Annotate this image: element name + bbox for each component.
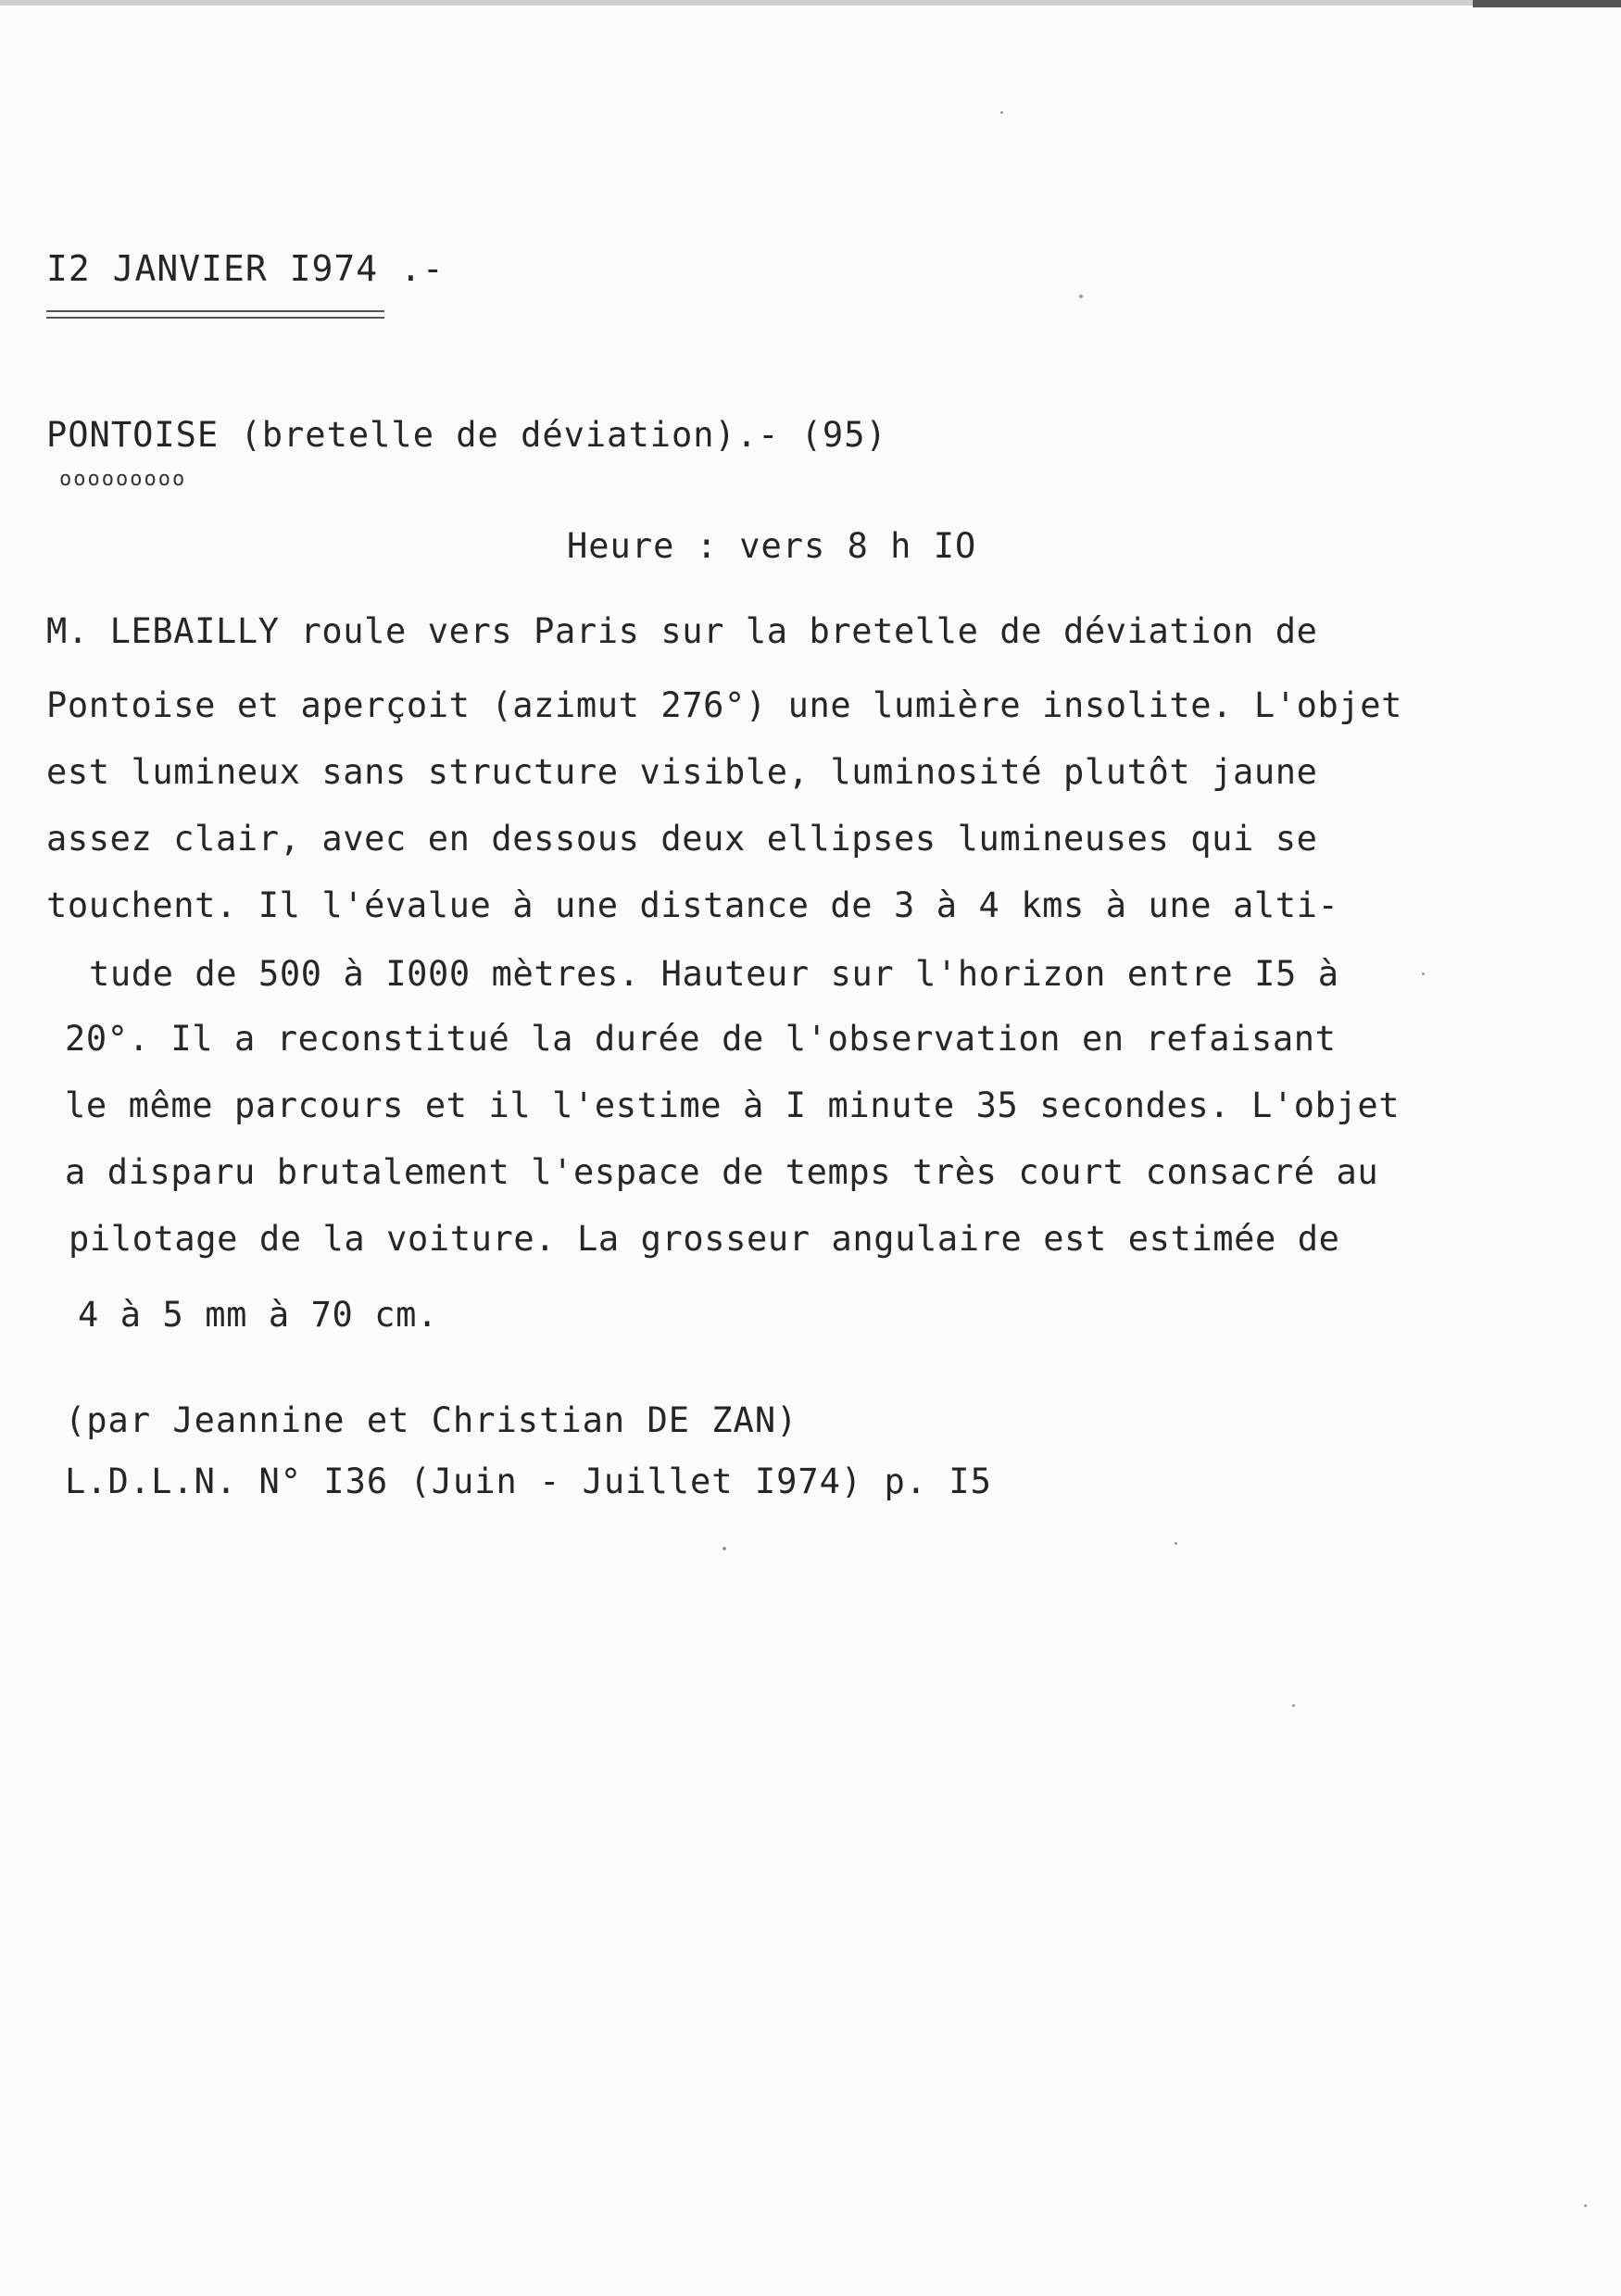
body-line: 20°. Il a reconstitué la durée de l'observation en refaisant	[65, 1019, 1337, 1059]
scan-speck	[723, 1547, 726, 1550]
location-underline-marker: ooooooooo	[59, 468, 187, 491]
body-line: pilotage de la voiture. La grosseur angulaire est estimée de	[69, 1219, 1340, 1259]
top-edge-rule	[0, 0, 1621, 6]
report-date: I2 JANVIER I974 .-	[46, 248, 445, 289]
scan-speck	[1079, 295, 1083, 298]
body-line: tude de 500 à I000 mètres. Hauteur sur l'horizon entre I5 à	[89, 954, 1339, 994]
scan-speck	[1000, 111, 1003, 114]
report-time: Heure : vers 8 h IO	[567, 526, 977, 566]
body-line: assez clair, avec en dessous deux ellipses lumineuses qui se	[46, 819, 1318, 859]
body-line: Pontoise et aperçoit (azimut 276°) une lumière insolite. L'objet	[46, 685, 1403, 725]
body-line: 4 à 5 mm à 70 cm.	[78, 1295, 438, 1335]
body-line: est lumineux sans structure visible, luminosité plutôt jaune	[46, 752, 1318, 792]
body-line: a disparu brutalement l'espace de temps très court consacré au	[65, 1152, 1379, 1192]
author-credit: (par Jeannine et Christian DE ZAN)	[65, 1400, 798, 1440]
scan-speck	[1175, 1542, 1177, 1545]
scan-speck	[1584, 2204, 1587, 2207]
body-line: touchent. Il l'évalue à une distance de 3 à 4 kms à une alti-	[46, 885, 1339, 925]
scan-speck	[1422, 972, 1425, 975]
body-line: M. LEBAILLY roule vers Paris sur la bretelle de déviation de	[46, 611, 1318, 651]
body-line: le même parcours et il l'estime à I minute 35 secondes. L'objet	[65, 1085, 1401, 1125]
date-underline	[46, 310, 384, 319]
scan-speck	[1292, 1704, 1295, 1707]
source-reference: L.D.L.N. N° I36 (Juin - Juillet I974) p. I5	[65, 1462, 992, 1501]
report-location: PONTOISE (bretelle de déviation).- (95)	[46, 415, 887, 455]
